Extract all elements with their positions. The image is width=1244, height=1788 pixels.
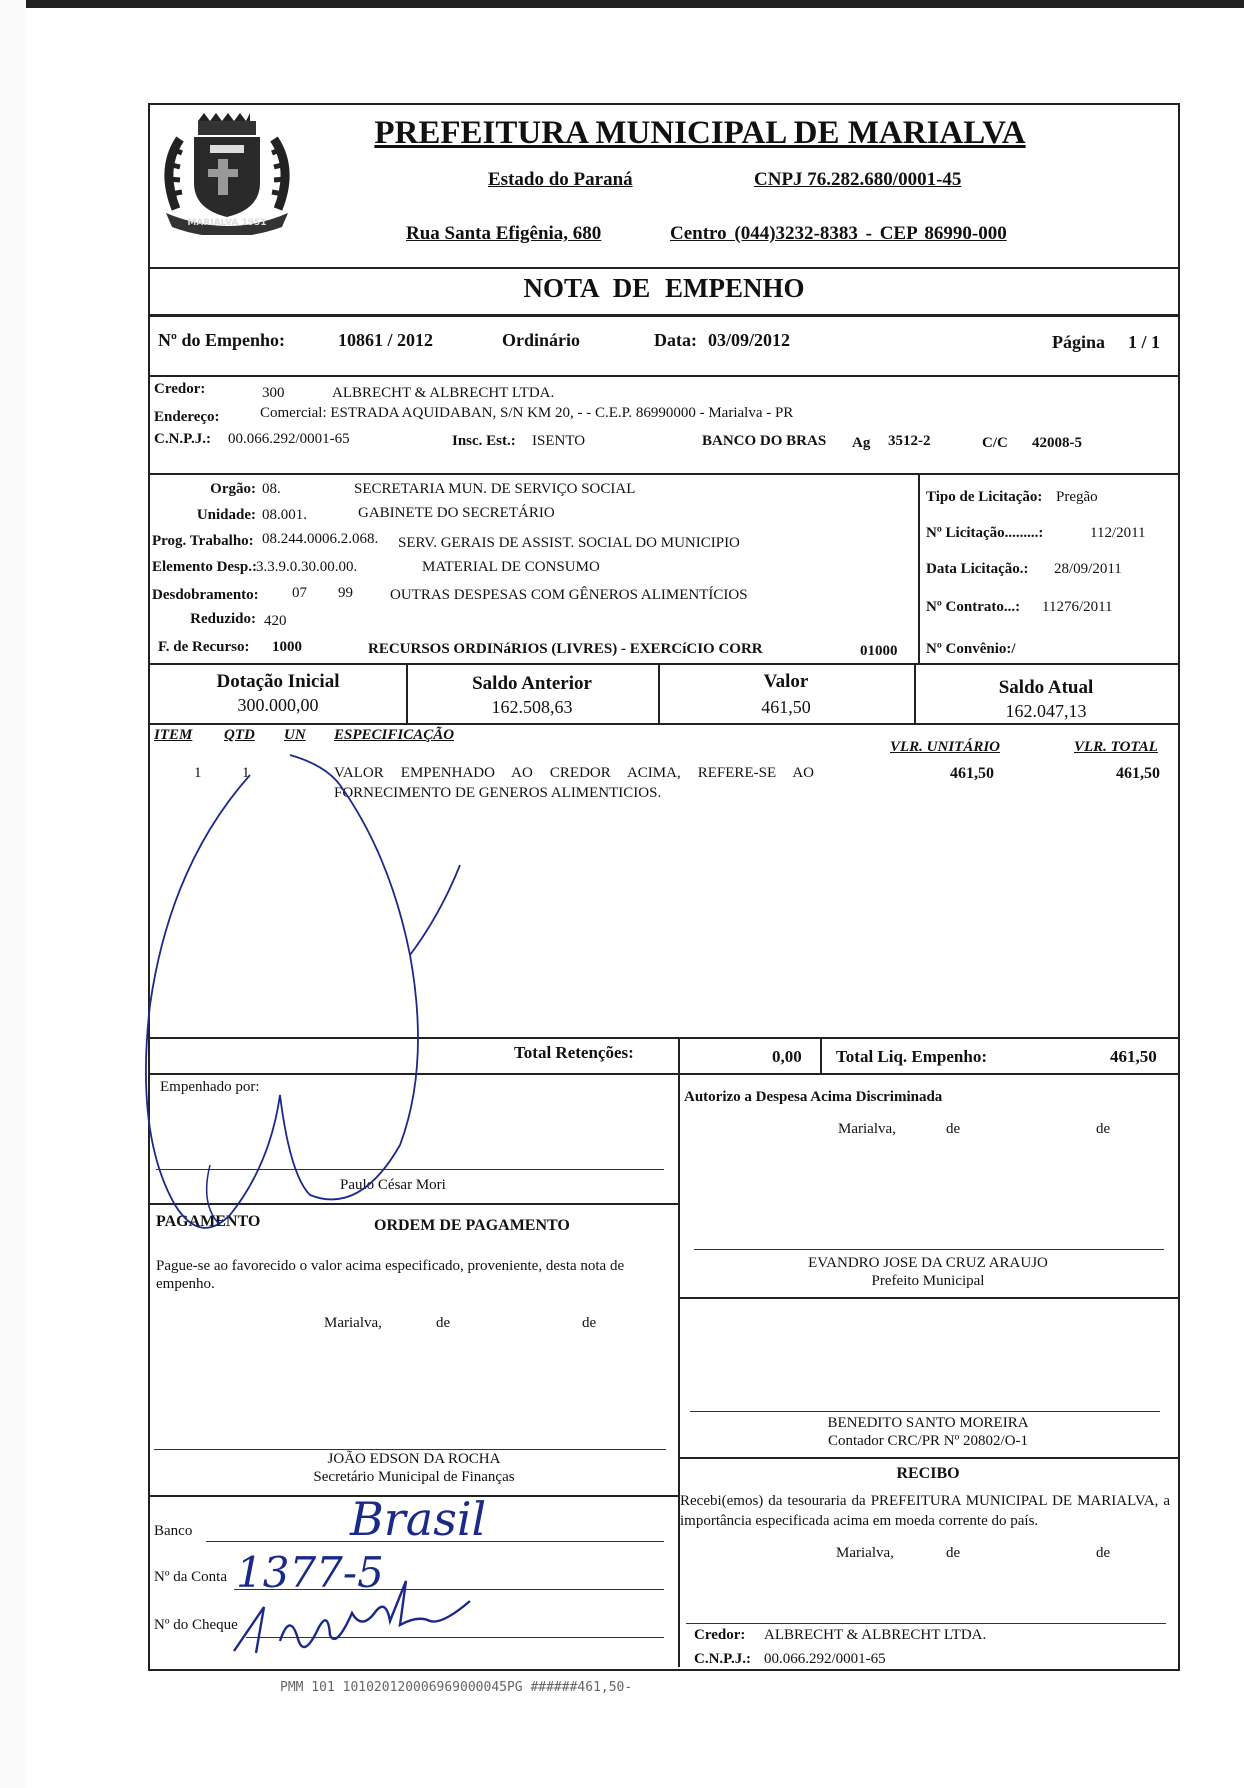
col-unit-header: VLR. UNITÁRIO: [890, 739, 1001, 755]
row-qtd: 1: [242, 765, 250, 781]
endereco-label: Endereço:: [154, 409, 220, 425]
ordem-pagamento-label: ORDEM DE PAGAMENTO: [374, 1217, 570, 1234]
desdobramento-b: 99: [338, 585, 353, 601]
autorizo-label: Autorizo a Despesa Acima Discriminada: [684, 1089, 943, 1105]
municipal-crest-icon: [158, 109, 296, 235]
col-qtd-header: QTD: [224, 727, 255, 743]
page-number: 1 / 1: [1128, 332, 1161, 352]
col-un-header: UN: [284, 727, 306, 743]
header-cnpj: CNPJ 76.282.680/0001-45: [754, 169, 962, 190]
reduzido-label: Reduzido:: [190, 611, 256, 627]
pagamento-label: PAGAMENTO: [156, 1213, 261, 1230]
credor-address: Comercial: ESTRADA AQUIDABAN, S/N KM 20, - - C.E.P. 86990000 - Marialva - PR: [260, 405, 794, 421]
elemento-desc: MATERIAL DE CONSUMO: [422, 559, 600, 575]
doc-title: NOTA DE EMPENHO: [523, 273, 805, 303]
orgao-desc: SECRETARIA MUN. DE SERVIÇO SOCIAL: [354, 481, 636, 497]
nota-de-empenho-form: [148, 103, 1180, 1671]
prog-desc: SERV. GERAIS DE ASSIST. SOCIAL DO MUNICIPIO: [398, 535, 740, 551]
cheque-label: Nº do Cheque: [154, 1617, 238, 1633]
fonte-label: F. de Recurso:: [158, 639, 250, 655]
saldo-atual-value: 162.047,13: [1005, 701, 1087, 721]
saldo-atual-label: Saldo Atual: [998, 677, 1094, 698]
footer-stamp: PMM 101 101020120006969000045PG ######461,50-: [280, 1680, 633, 1695]
col-spec-header: ESPECIFICAÇÃO: [334, 727, 455, 743]
cc-label: C/C: [982, 435, 1008, 451]
col-item-header: ITEM: [154, 727, 193, 743]
unidade-label: Unidade:: [196, 507, 256, 523]
dotacao-label: Dotação Inicial: [216, 671, 340, 692]
credor-label: Credor:: [154, 381, 206, 397]
tipo-licitacao: Pregão: [1056, 489, 1098, 505]
prog-label: Prog. Trabalho:: [152, 533, 254, 549]
total-liq-label: Total Liq. Empenho:: [836, 1047, 987, 1066]
desdobramento-label: Desdobramento:: [152, 587, 259, 603]
total-liq: 461,50: [1110, 1047, 1157, 1066]
convenio-label: Nº Convênio:/: [926, 641, 1016, 657]
insc-label: Insc. Est.:: [452, 433, 516, 449]
unidade-desc: GABINETE DO SECRETÁRIO: [358, 505, 555, 521]
credor-cc: 42008-5: [1032, 435, 1082, 451]
recibo-credor-label: Credor:: [694, 1627, 746, 1643]
banco-label: Banco: [154, 1523, 193, 1539]
orgao-code: 08.: [262, 481, 281, 497]
recibo-cnpj-label: C.N.P.J.:: [694, 1651, 751, 1667]
licitacao-num-label: Nº Licitação.........:: [926, 525, 1044, 541]
fonte-desc: RECURSOS ORDINáRIOS (LIVRES) - EXERCíCIO CORR: [368, 641, 763, 657]
contador-role: Contador CRC/PR Nº 20802/O-1: [827, 1433, 1029, 1449]
credor-name: ALBRECHT & ALBRECHT LTDA.: [332, 385, 555, 401]
row-total-value: 461,50: [1116, 765, 1160, 782]
header-state: Estado do Paraná: [488, 169, 633, 190]
licitacao-data-label: Data Licitação.:: [926, 561, 1029, 577]
row-unit-value: 461,50: [950, 765, 994, 782]
reduzido-value: 420: [264, 613, 287, 629]
licitacao-num: 112/2011: [1090, 525, 1146, 541]
recibo-credor: ALBRECHT & ALBRECHT LTDA.: [764, 1627, 987, 1643]
fonte-code: 1000: [272, 639, 302, 655]
secretario-role: Secretário Municipal de Finanças: [313, 1469, 515, 1485]
credor-code: 300: [262, 385, 285, 401]
cnpj-label: C.N.P.J.:: [154, 431, 211, 447]
recibo-text: Recebi(emos) da tesouraria da PREFEITURA MUNICIPAL DE MARIALVA, a importância especificada acima em moeda corrente do país.: [680, 1493, 1170, 1529]
empenho-date: 03/09/2012: [708, 330, 791, 350]
empenho-date-label: Data:: [654, 330, 697, 350]
pagamento-text: Pague-se ao favorecido o valor acima especificado, proveniente, desta nota de empenho.: [156, 1258, 625, 1292]
empenhado-por-name: Paulo César Mori: [340, 1177, 446, 1193]
tipo-licitacao-label: Tipo de Licitação:: [926, 489, 1043, 505]
col-total-header: VLR. TOTAL: [1074, 739, 1158, 755]
prefeito-name: EVANDRO JOSE DA CRUZ ARAUJO: [808, 1255, 1048, 1271]
credor-cnpj: 00.066.292/0001-65: [228, 431, 350, 447]
autorizo-city: Marialva,: [838, 1121, 896, 1137]
scan-left-edge: [0, 0, 26, 1788]
credor-insc: ISENTO: [532, 433, 586, 449]
recibo-title: RECIBO: [896, 1465, 960, 1482]
autorizo-de-2: de: [1096, 1121, 1111, 1137]
header-address-rest: Centro (044)3232-8383 - CEP 86990-000: [670, 223, 1007, 244]
autorizo-de-1: de: [946, 1121, 961, 1137]
prog-code: 08.244.0006.2.068.: [262, 531, 379, 547]
pagamento-city: Marialva,: [324, 1315, 382, 1331]
credor-bank: BANCO DO BRAS: [702, 433, 827, 449]
desdobramento-desc: OUTRAS DESPESAS COM GÊNEROS ALIMENTÍCIOS: [390, 587, 748, 603]
recibo-de-1: de: [946, 1545, 961, 1561]
contrato-label: Nº Contrato...:: [926, 599, 1021, 615]
header-address: Rua Santa Efigênia, 680: [406, 223, 602, 244]
recibo-de-2: de: [1096, 1545, 1111, 1561]
desdobramento-a: 07: [292, 585, 307, 601]
recibo-city: Marialva,: [836, 1545, 894, 1561]
recibo-cnpj: 00.066.292/0001-65: [764, 1651, 886, 1667]
dotacao-value: 300.000,00: [237, 695, 319, 715]
empenho-number: 10861 / 2012: [338, 330, 434, 350]
empenho-number-label: Nº do Empenho:: [158, 330, 285, 350]
page-label: Página: [1052, 332, 1106, 352]
pagamento-de-1: de: [436, 1315, 451, 1331]
orgao-label: Orgão:: [210, 481, 256, 497]
empenho-type: Ordinário: [502, 330, 581, 350]
contrato-num: 11276/2011: [1042, 599, 1113, 615]
ag-label: Ag: [852, 435, 871, 451]
handwritten-bank-fields: [210, 1491, 630, 1663]
total-retencoes: 0,00: [772, 1047, 802, 1066]
row-spec-line1: VALOR EMPENHADO AO CREDOR ACIMA, REFERE-SE AO: [334, 765, 814, 781]
crest-text: MARIALVA 1951: [187, 218, 267, 228]
valor-value: 461,50: [761, 697, 811, 717]
prefeito-role: Prefeito Municipal: [871, 1273, 985, 1289]
conta-label: Nº da Conta: [154, 1569, 227, 1585]
header-title: PREFEITURA MUNICIPAL DE MARIALVA: [374, 115, 1026, 151]
handwritten-conta: 1377-5: [236, 1548, 384, 1597]
elemento-code: 3.3.9.0.30.00.00.: [256, 559, 358, 575]
fonte-code-2: 01000: [860, 643, 898, 659]
empenhado-por-label: Empenhado por:: [160, 1079, 260, 1095]
pagamento-de-2: de: [582, 1315, 597, 1331]
saldo-anterior-label: Saldo Anterior: [472, 673, 592, 694]
credor-ag: 3512-2: [888, 433, 931, 449]
row-item: 1: [194, 765, 202, 781]
row-spec-line2: FORNECIMENTO DE GENEROS ALIMENTICIOS.: [334, 785, 662, 801]
licitacao-data: 28/09/2011: [1054, 561, 1122, 577]
valor-label: Valor: [763, 671, 809, 692]
secretario-name: JOÃO EDSON DA ROCHA: [327, 1451, 501, 1467]
unidade-code: 08.001.: [262, 507, 307, 523]
handwritten-banco: Brasil: [350, 1492, 487, 1546]
saldo-anterior-value: 162.508,63: [491, 697, 573, 717]
contador-name: BENEDITO SANTO MOREIRA: [827, 1415, 1029, 1431]
elemento-label: Elemento Desp.:: [152, 559, 257, 575]
scan-top-edge: [0, 0, 1244, 8]
handwritten-signature-icon: [80, 745, 500, 1305]
total-retencoes-label: Total Retenções:: [514, 1043, 634, 1062]
